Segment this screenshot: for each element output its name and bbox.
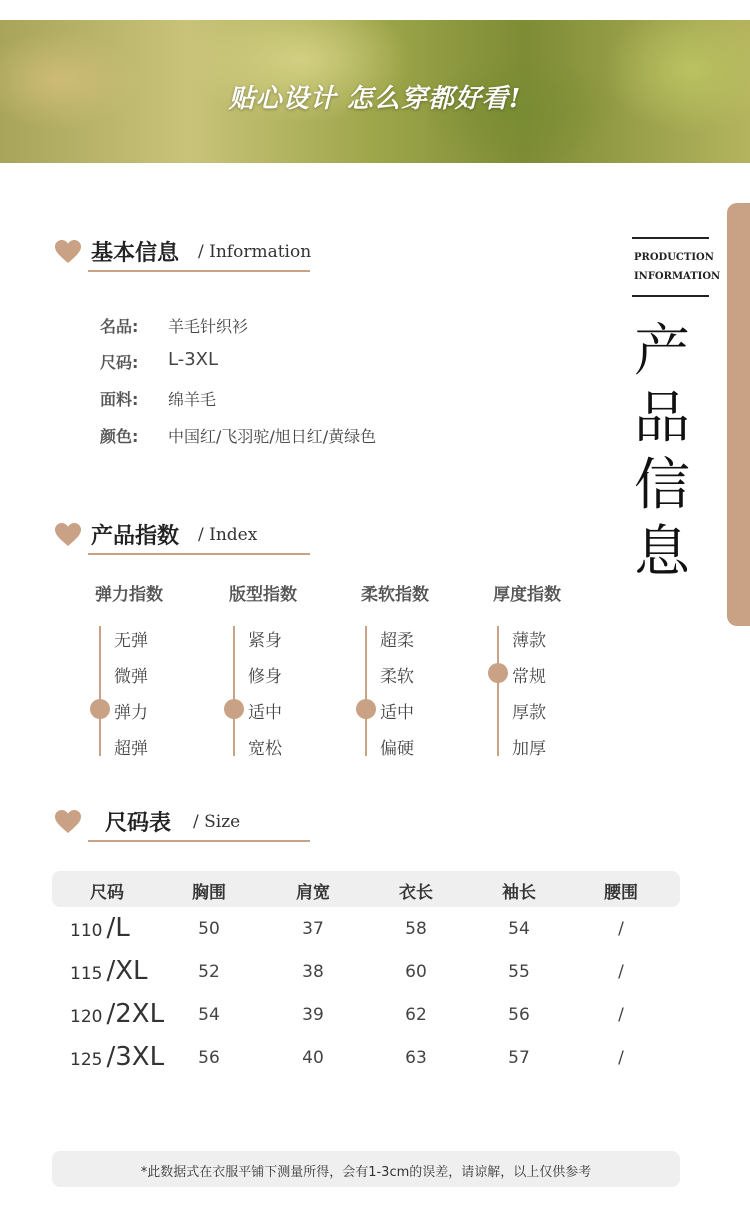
vertical-title-char: 产 bbox=[634, 319, 690, 384]
index-scale-bar bbox=[99, 626, 101, 756]
size-label: /XL bbox=[106, 956, 148, 986]
size-table-cell: 39 bbox=[302, 1005, 324, 1025]
size-table-cell: 63 bbox=[405, 1048, 427, 1068]
size-table-cell: 54 bbox=[508, 919, 530, 939]
size-table-cell: 55 bbox=[508, 962, 530, 982]
section-title-cn: 产品指数 bbox=[91, 523, 180, 549]
info-key: 颜色: bbox=[100, 427, 139, 446]
size-table-cell: / bbox=[618, 1048, 624, 1068]
index-level: 超弹 bbox=[114, 739, 148, 759]
index-scale-bar bbox=[233, 626, 235, 756]
size-number: 125 bbox=[70, 1050, 103, 1070]
section-underline bbox=[88, 840, 310, 842]
size-table-cell: 52 bbox=[198, 962, 220, 982]
size-table-cell: 38 bbox=[302, 962, 324, 982]
index-column-title: 版型指数 bbox=[229, 585, 297, 605]
section-underline bbox=[88, 270, 310, 272]
index-level: 修身 bbox=[248, 667, 282, 687]
size-table-cell: 60 bbox=[405, 962, 427, 982]
index-column-title: 厚度指数 bbox=[493, 585, 561, 605]
size-table-header-chest: 胸围 bbox=[192, 883, 226, 903]
index-level: 无弹 bbox=[114, 631, 148, 651]
side-accent-tab bbox=[727, 203, 750, 626]
index-column-thickness bbox=[493, 580, 623, 760]
index-level: 宽松 bbox=[248, 739, 282, 759]
section-title-en: / Information bbox=[198, 242, 312, 262]
size-table-cell: 62 bbox=[405, 1005, 427, 1025]
info-key: 面料: bbox=[100, 390, 139, 409]
info-key: 尺码: bbox=[100, 353, 139, 372]
index-column-fit bbox=[229, 580, 359, 760]
heart-icon bbox=[55, 523, 81, 547]
size-table-cell: 58 bbox=[405, 919, 427, 939]
production-label-line2: INFORMATION bbox=[634, 271, 721, 282]
index-level: 常规 bbox=[512, 667, 546, 687]
size-table-size-cell bbox=[70, 956, 148, 986]
vertical-product-info-title bbox=[632, 318, 692, 586]
heart-icon bbox=[55, 240, 81, 264]
section-title-en: / Size bbox=[193, 812, 241, 832]
vertical-title-char: 信 bbox=[634, 453, 690, 518]
index-column-title: 柔软指数 bbox=[361, 585, 429, 605]
index-selected-dot bbox=[488, 663, 508, 683]
index-level: 偏硬 bbox=[380, 739, 414, 759]
size-table-cell: 54 bbox=[198, 1005, 220, 1025]
info-value: 绵羊毛 bbox=[168, 390, 217, 409]
size-table-header-sleeve: 袖长 bbox=[502, 883, 536, 903]
size-table-cell: / bbox=[618, 962, 624, 982]
index-level: 适中 bbox=[248, 703, 282, 723]
info-key: 名品: bbox=[100, 317, 139, 336]
info-value: 中国红/飞羽驼/旭日红/黄绿色 bbox=[168, 427, 377, 446]
section-heading-information bbox=[55, 236, 325, 276]
size-label: /L bbox=[106, 913, 130, 943]
index-level: 紧身 bbox=[248, 631, 282, 651]
size-table-header-size: 尺码 bbox=[90, 883, 124, 903]
section-underline bbox=[88, 553, 310, 555]
index-scale-bar bbox=[365, 626, 367, 756]
index-level: 弹力 bbox=[114, 703, 148, 723]
size-table-cell: 40 bbox=[302, 1048, 324, 1068]
info-value: L-3XL bbox=[168, 349, 219, 370]
index-selected-dot bbox=[224, 699, 244, 719]
index-level: 厚款 bbox=[512, 703, 546, 723]
size-number: 115 bbox=[70, 964, 103, 984]
size-number: 110 bbox=[70, 921, 103, 941]
size-table-size-cell bbox=[70, 913, 130, 943]
index-selected-dot bbox=[90, 699, 110, 719]
size-table-size-cell bbox=[70, 999, 164, 1029]
size-label: /2XL bbox=[106, 999, 165, 1029]
vertical-title-char: 息 bbox=[634, 520, 690, 585]
production-information-label bbox=[632, 237, 721, 297]
index-column-elasticity bbox=[95, 580, 225, 760]
size-table-cell: 56 bbox=[508, 1005, 530, 1025]
size-table-size-cell bbox=[70, 1042, 164, 1072]
section-heading-size bbox=[55, 806, 325, 846]
index-column-title: 弹力指数 bbox=[95, 585, 163, 605]
vertical-title-char: 品 bbox=[634, 386, 690, 451]
size-table-cell: 56 bbox=[198, 1048, 220, 1068]
size-measurement-note: *此数据式在衣服平铺下测量所得，会有1-3cm的误差，请谅解，以上仅供参考 bbox=[140, 1165, 592, 1180]
index-level: 柔软 bbox=[380, 667, 414, 687]
index-level: 适中 bbox=[380, 703, 414, 723]
size-table-header-waist: 腰围 bbox=[604, 883, 638, 903]
size-table-cell: / bbox=[618, 919, 624, 939]
section-title-en: / Index bbox=[198, 525, 258, 545]
size-table-cell: / bbox=[618, 1005, 624, 1025]
index-level: 薄款 bbox=[512, 631, 546, 651]
index-scale-bar bbox=[497, 626, 499, 756]
index-level: 超柔 bbox=[380, 631, 414, 651]
section-title-cn: 尺码表 bbox=[105, 810, 172, 836]
index-selected-dot bbox=[356, 699, 376, 719]
size-number: 120 bbox=[70, 1007, 103, 1027]
size-label: /3XL bbox=[106, 1042, 165, 1072]
size-table-header-shoulder: 肩宽 bbox=[296, 883, 330, 903]
size-table-cell: 57 bbox=[508, 1048, 530, 1068]
header-banner bbox=[0, 20, 750, 163]
size-table-cell: 37 bbox=[302, 919, 324, 939]
info-value: 羊毛针织衫 bbox=[168, 317, 249, 336]
size-table-header-length: 衣长 bbox=[399, 883, 433, 903]
index-level: 加厚 bbox=[512, 739, 546, 759]
section-title-cn: 基本信息 bbox=[91, 240, 180, 266]
banner-title: 贴心设计 怎么穿都好看! bbox=[228, 84, 522, 114]
section-heading-index bbox=[55, 519, 325, 559]
production-label-line1: PRODUCTION bbox=[634, 252, 714, 263]
index-column-softness bbox=[361, 580, 491, 760]
size-table-cell: 50 bbox=[198, 919, 220, 939]
index-level: 微弹 bbox=[114, 667, 148, 687]
heart-icon bbox=[55, 810, 81, 834]
